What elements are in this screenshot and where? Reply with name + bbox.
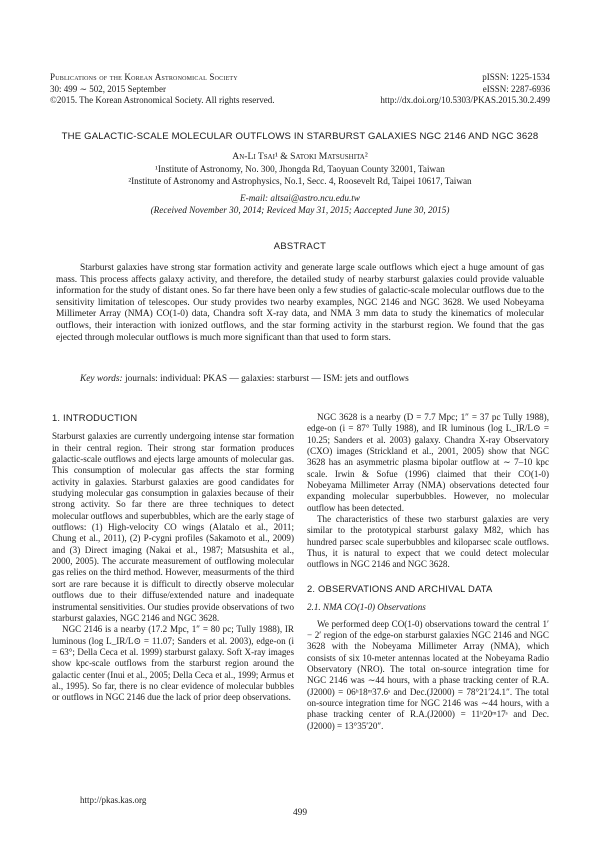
pissn: pISSN: 1225-1534	[482, 72, 550, 82]
keywords-label: Key words:	[80, 374, 123, 384]
received-dates: (Received November 30, 2014; Reviced May 31, 2015; Aaccepted June 30, 2015)	[150, 205, 450, 215]
journal-url[interactable]: http://pkas.kas.org	[80, 795, 147, 805]
copyright-line: ©2015. The Korean Astronomical Society. All rights reserved.	[50, 95, 275, 105]
keywords	[80, 374, 540, 384]
intro-heading: 1. INTRODUCTION	[52, 412, 138, 423]
paper-title: THE GALACTIC-SCALE MOLECULAR OUTFLOWS IN STARBURST GALAXIES NGC 2146 AND NGC 3628	[61, 131, 539, 142]
intro-paragraph-1: Starburst galaxies are currently undergoing intense star formation in their central region. Their strong star formation produces galactic-scale outflows and ejects large amounts of molecular gas. This consumption of molecular gas affects the star forming activity in galaxies. Starburst galaxies are good candidates for studying molecular gas consumption in galaxies because of their strong activity. So far there are three techniques to detect molecular outflows and superbubbles, which are the early stage of outflows: (1) High-velocity CO wings (Alatalo et al., 2011; Chung et al., 2011), (2) P-cygni profiles (Sakamoto et al., 2009) and (3) Direct imaging (Nakai et al., 1987; Matsushita et al., 2000, 2005). The accurate measurement of outflowing molecular gas relies on the third method. However, measurments of the third sort are rare because it is difficult to directly observe molecular outflows due to their diffuse/extended nature and inadequate instrumental sensitivities. Our studies provide observations of two starburst galaxies, NGC 2146 and NGC 3628.	[52, 431, 294, 623]
observations-paragraph-1: We performed deep CO(1-0) observations toward the central 1′ − 2′ region of the edge-on starburst galaxies NGC 2146 and NGC 3628 with the Nobeyama Millimeter Array (NMA), which consists of six 10-meter antennas located at the Nobeyama Radio Observatory (NRO). The total on-source integration time for NGC 2146 was ∼44 hours, with a phase tracking center of R.A.(J2000) = 06ʰ18ᵐ37.6ˢ and Dec.(J2000) = 78°21′24.1″. The total on-source integration time for NGC 2146 was ∼44 hours, with a phase tracking center of R.A.(J2000) = 11ʰ20ᵐ17ˢ and Dec.(J2000) = 13°35′20″.	[307, 618, 549, 731]
intro-paragraph-3: NGC 3628 is a nearby (D = 7.7 Mpc; 1″ = 37 pc Tully 1988), edge-on (i = 87° Tully 1988), and IR luminous (log L_IR/L⊙ = 10.25; Sanders et al. 2003) galaxy. Chandra X-ray Observatory (CXO) images (Strickland et al., 2001, 2005) show that NGC 3628 has an asymmetric plasma bipolar outflow at ∼ 7–10 kpc scale. Irwin & Sofue (1996) claimed that their CO(1-0) Nobeyama Millimeter Array (NMA) observations detected four expanding molecular superbubbles. However, no molecular outflow has been detected.	[307, 412, 549, 513]
page-number: 499	[292, 808, 308, 818]
doi-link[interactable]: http://dx.doi.org/10.5303/PKAS.2015.30.2.499	[380, 95, 550, 105]
authors: An-Li Tsai¹ & Satoki Matsushita²	[232, 151, 368, 162]
right-column	[307, 412, 549, 732]
volume-line: 30: 499 ∼ 502, 2015 September	[50, 83, 167, 94]
email[interactable]: E-mail: altsai@astro.ncu.edu.tw	[240, 193, 360, 203]
keywords-list: journals: individual: PKAS — galaxies: starburst — ISM: jets and outflows	[124, 374, 409, 384]
affiliation-1: ¹Institute of Astronomy, No. 300, Jhongda Rd, Taoyuan County 32001, Taiwan	[155, 164, 445, 174]
observations-subheading: 2.1. NMA CO(1-0) Observations	[307, 602, 426, 613]
abstract-text: Starburst galaxies have strong star formation activity and generate large scale outflows which eject a huge amount of gas mass. This process affects galaxy activity, and therefore, the detailed study of nearby starburst galaxies could provide valuable information for the study of distant ones. So far there have been only a few studies of galactic-scale molecular outflows due to the sensitivity limitation of telescopes. Our study provides two nearby examples, NGC 2146 and NGC 3628. We used Nobeyama Millimeter Array (NMA) CO(1-0) data, Chandra soft X-ray data, and NMA 3 mm data to study the kinematics of molecular outflows, their interaction with ionized outflows, and the star forming activity in the starburst region. We found that the gas ejected through molecular outflows is much more significant than that used to form stars.	[56, 263, 544, 343]
affiliation-2: ²Institute of Astronomy and Astrophysics, No.1, Secc. 4, Roosevelt Rd, Taipei 10617, Taiwan	[128, 175, 472, 186]
intro-paragraph-4: The characteristics of these two starburst galaxies are very similar to the prototypical starburst galaxy M82, which has hundred parsec scale superbubbles and kiloparsec scale outflows. Thus, it is natural to expect that we could detect molecular outflows in NGC 2146 and NGC 3628.	[307, 514, 549, 570]
affiliations	[40, 164, 560, 187]
journal-header-left	[50, 72, 350, 107]
journal-name: Publications of the Korean Astronomical Society	[50, 72, 238, 82]
eissn: eISSN: 2287-6936	[482, 83, 550, 94]
intro-paragraph-2: NGC 2146 is a nearby (17.2 Mpc, 1″ = 80 pc; Tully 1988), IR luminous (log L_IR/L⊙ = 11.07; Sanders et al. 2003), edge-on (i = 63°; Della Ceca et al. 1999) starburst galaxy. Soft X-ray images show kpc-scale outflows from the starburst region around the galactic center (Inui et al., 2005; Della Ceca et al., 1999; Armus et al., 1995). So far, there is no clear evidence of molecular bubbles or outflows in NGC 2146 due the lack of prior deep observations.	[52, 624, 294, 703]
abstract-heading: ABSTRACT	[273, 240, 327, 251]
observations-heading: 2. OBSERVATIONS AND ARCHIVAL DATA	[307, 582, 493, 594]
left-column	[52, 412, 294, 704]
journal-header-right	[330, 72, 550, 107]
